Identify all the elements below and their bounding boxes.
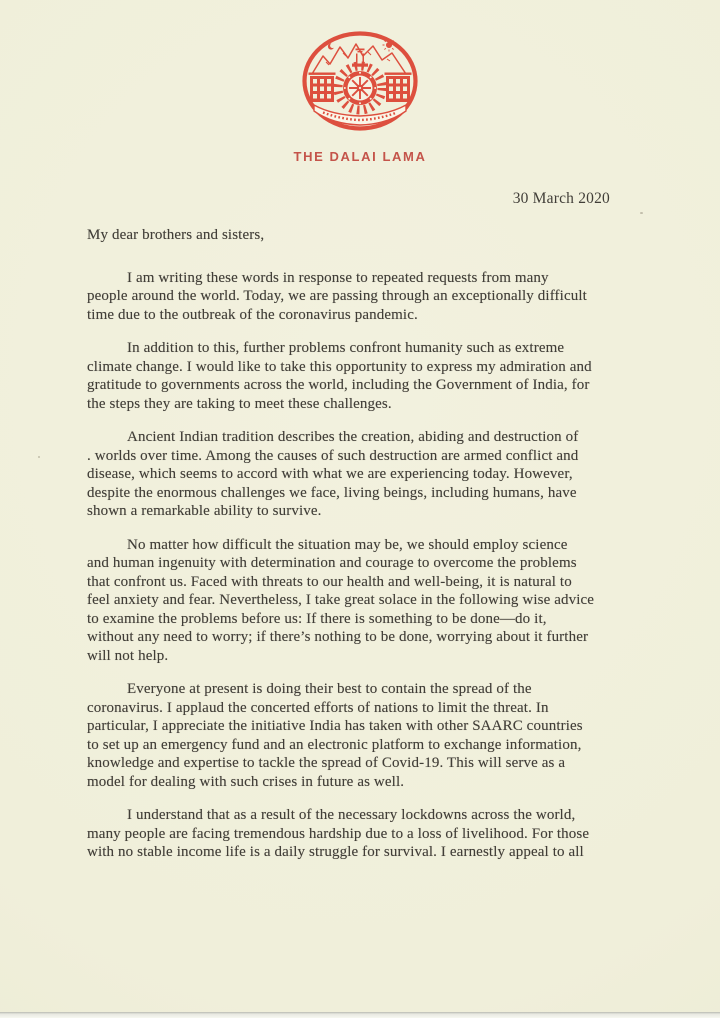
letter-body	[87, 226, 657, 877]
letter-paragraph: I understand that as a result of the necessary lockdowns across the world, many people are facing tremendous hardship due to a loss of livelihood. For those with no stable income life is a daily struggle for survival. I earnestly appeal to all	[87, 807, 590, 860]
letterhead-title: THE DALAI LAMA	[293, 149, 427, 164]
letter-date: 30 March 2020	[512, 190, 610, 207]
scan-speck	[640, 212, 643, 214]
letter-salutation: My dear brothers and sisters,	[87, 227, 265, 243]
letter-paragraph: Everyone at present is doing their best to contain the spread of the coronavirus. I applaud the concerted efforts of nations to limit the threat. In particular, I appreciate the initiative India has taken with other SAARC countries to set up an emergency fund and an electronic platform to exchange information, knowledge and expertise to tackle the spread of Covid-19. This will serve as a model for dealing with such crises in future as well.	[87, 681, 583, 790]
scanner-edge-strip	[0, 1012, 720, 1018]
dalai-lama-seal-icon	[300, 31, 420, 132]
letter-paragraph: In addition to this, further problems confront humanity such as extreme climate change. I would like to take this opportunity to express my admiration and gratitude to governments across the world, including the Government of India, for the steps they are taking to meet these challenges.	[87, 340, 592, 412]
letter-paragraphs	[87, 269, 657, 862]
letter-paragraph: Ancient Indian tradition describes the creation, abiding and destruction of . worlds over time. Among the causes of such destruction are armed conflict and disease, which seems to accord with what we are experiencing today. However, despite the enormous challenges we face, living beings, including humans, have shown a remarkable ability to survive.	[87, 429, 579, 519]
scan-speck	[38, 456, 40, 458]
letter-paragraph: I am writing these words in response to repeated requests from many people around the world. Today, we are passing through an exceptionally difficult time due to the outbreak of the coronavirus pandemic.	[87, 269, 587, 323]
letter-paragraph: No matter how difficult the situation may be, we should employ science and human ingenuity with determination and courage to overcome the problems that confront us. Faced with threats to our health and well-being, it is natural to feel anxiety and fear. Nevertheless, I take great solace in the following wise advice to examine the problems before us: If there is something to be done—do it, without any need to worry; if there’s nothing to be done, worrying about it further will not help.	[87, 536, 595, 664]
